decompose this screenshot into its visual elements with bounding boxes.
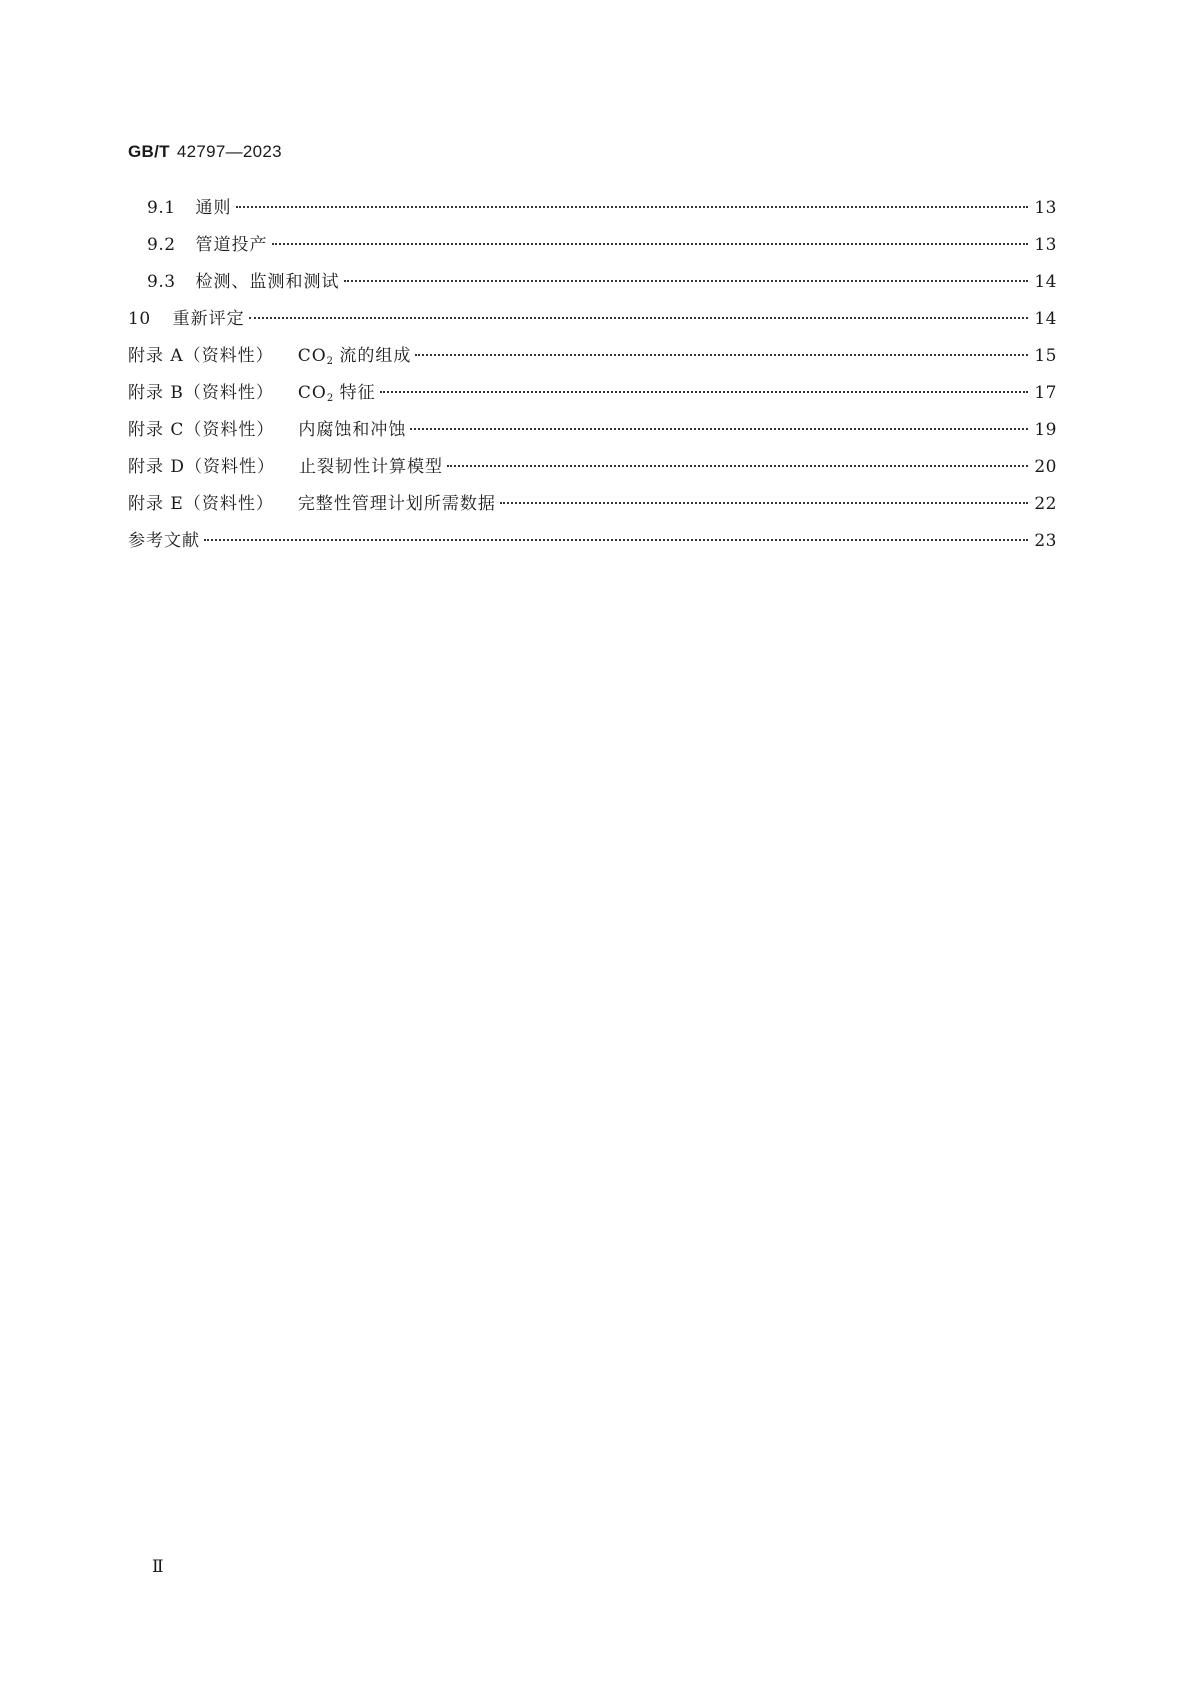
toc-entry-page: 22 [1034, 494, 1057, 514]
toc-entry-appendix-e[interactable] [128, 493, 1057, 530]
toc-entry-label [128, 419, 406, 441]
standard-code: GB/T [128, 142, 170, 161]
toc-entry-page: 13 [1034, 235, 1057, 255]
toc-entry-references[interactable] [128, 530, 1057, 567]
page-number: Ⅱ [152, 1557, 164, 1577]
toc-entry-appendix-d[interactable] [128, 456, 1057, 493]
toc-entry-page: 14 [1034, 272, 1057, 292]
toc-entry-title: 完整性管理计划所需数据 [297, 494, 496, 514]
toc-entry-title: 内腐蚀和冲蚀 [298, 420, 407, 440]
toc-entry-label [147, 234, 268, 256]
toc-entry-title: 检测、监测和测试 [195, 272, 340, 292]
toc-entry-title: 通则 [195, 198, 232, 218]
toc-entry-label [147, 271, 340, 293]
toc-leader-dots [236, 206, 1029, 208]
toc-entry-page: 23 [1034, 531, 1057, 551]
table-of-contents [128, 197, 1057, 567]
toc-leader-dots [272, 243, 1029, 245]
toc-entry-label [128, 530, 200, 552]
toc-entry-page: 14 [1034, 309, 1057, 329]
toc-appendix-tag: 附录 D（资料性） [128, 457, 276, 477]
toc-leader-dots [415, 354, 1028, 356]
toc-entry-appendix-a[interactable] [128, 345, 1057, 382]
toc-entry-number: 9.1 [147, 198, 176, 218]
toc-leader-dots [447, 465, 1028, 467]
toc-leader-dots [380, 391, 1029, 393]
toc-entry-page: 20 [1034, 457, 1057, 477]
toc-leader-dots [344, 280, 1029, 282]
toc-entry-page: 13 [1034, 198, 1057, 218]
toc-entry-label [128, 493, 496, 515]
standard-number: 42797—2023 [176, 142, 282, 161]
toc-entry-appendix-c[interactable] [128, 419, 1057, 456]
toc-entry-number: 9.2 [147, 235, 176, 255]
toc-entry-9-3[interactable] [128, 271, 1057, 308]
toc-entry-title: CO2 特征 [297, 383, 376, 404]
toc-entry-10[interactable] [128, 308, 1057, 345]
toc-entry-appendix-b[interactable] [128, 382, 1057, 419]
toc-appendix-tag: 附录 B（资料性） [128, 383, 274, 403]
toc-entry-label [128, 345, 411, 373]
toc-appendix-tag: 附录 A（资料性） [128, 346, 274, 366]
toc-entry-page: 19 [1034, 420, 1057, 440]
toc-entry-page: 15 [1034, 346, 1057, 366]
toc-entry-9-2[interactable] [128, 234, 1057, 271]
toc-entry-title: 管道投产 [195, 235, 268, 255]
toc-leader-dots [500, 502, 1029, 504]
toc-entry-title: 止裂韧性计算模型 [299, 457, 444, 477]
page-header [128, 142, 282, 162]
toc-entry-title: CO2 流的组成 [297, 346, 412, 367]
toc-entry-9-1[interactable] [128, 197, 1057, 234]
toc-leader-dots [249, 317, 1029, 319]
toc-appendix-tag: 附录 E（资料性） [128, 494, 274, 514]
toc-entry-label [128, 308, 245, 330]
toc-entry-title: 参考文献 [128, 531, 200, 551]
toc-entry-number: 10 [128, 309, 151, 329]
toc-entry-title: 重新评定 [172, 309, 245, 329]
toc-entry-label [128, 382, 376, 410]
toc-entry-label [147, 197, 232, 219]
toc-entry-page: 17 [1034, 383, 1057, 403]
toc-leader-dots [204, 539, 1028, 541]
toc-entry-label [128, 456, 443, 478]
toc-leader-dots [410, 428, 1028, 430]
toc-entry-number: 9.3 [147, 272, 176, 292]
toc-appendix-tag: 附录 C（资料性） [128, 420, 275, 440]
